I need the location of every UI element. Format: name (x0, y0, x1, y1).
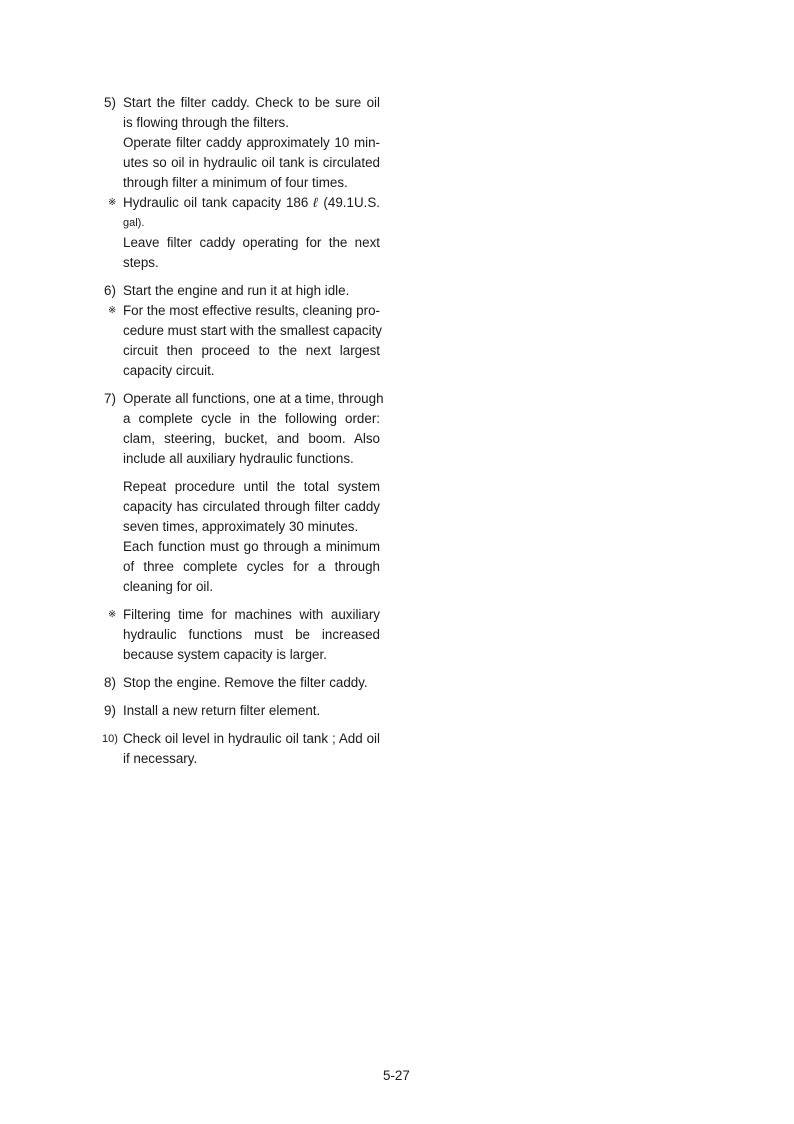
step-line: Stop the engine. Remove the filter caddy. (123, 675, 368, 690)
manual-text-column (102, 93, 384, 769)
liter-unit: ℓ (313, 195, 319, 210)
note-line: cedure must start with the smallest capacity (123, 323, 382, 338)
step-marker: 6) (104, 283, 116, 298)
note-line: Filtering time for machines with auxiliary (123, 607, 380, 622)
step-10 (104, 729, 380, 769)
step-line: utes so oil in hydraulic oil tank is circulated (123, 155, 380, 170)
step-marker: 8) (104, 675, 116, 690)
step-marker: 10) (102, 733, 118, 745)
step-line: through filter a minimum of four times. (123, 175, 348, 190)
paragraph-line: seven times, approximately 30 minutes. (123, 519, 359, 534)
note-line: steps. (123, 255, 159, 270)
step-6 (104, 281, 380, 301)
step-line: Start the filter caddy. Check to be sure oil (123, 95, 380, 110)
step-line: is flowing through the filters. (123, 115, 289, 130)
paragraph-line: cleaning for oil. (123, 579, 214, 594)
page-number: 5-27 (383, 1068, 410, 1083)
note-cleaning-order (104, 301, 380, 381)
paragraph-line: Repeat procedure until the total system (123, 479, 380, 494)
step-line: Start the engine and run it at high idle. (123, 283, 350, 298)
step-7-repeat-paragraph (104, 477, 380, 597)
step-7 (104, 389, 384, 469)
step-line: Operate all functions, one at a time, through (123, 391, 384, 406)
note-tank-capacity (104, 193, 380, 273)
note-marker: ※ (108, 609, 117, 620)
note-line: because system capacity is larger. (123, 647, 327, 662)
paragraph-line: of three complete cycles for a through (123, 559, 380, 574)
step-9 (104, 701, 380, 721)
step-line: Operate filter caddy approximately 10 min- (123, 135, 380, 150)
step-5 (104, 93, 380, 193)
step-8 (104, 673, 380, 693)
note-line (123, 193, 380, 213)
note-line: For the most effective results, cleaning pro- (123, 303, 380, 318)
note-marker: ※ (108, 197, 117, 208)
note-text: Hydraulic oil tank capacity 186 (123, 195, 314, 210)
step-line: Install a new return filter element. (123, 703, 321, 718)
step-line: clam, steering, bucket, and boom. Also (123, 431, 380, 446)
step-line: if necessary. (123, 751, 198, 766)
paragraph-line: capacity has circulated through filter caddy (123, 499, 380, 514)
note-filtering-time (104, 605, 380, 665)
note-line: capacity circuit. (123, 363, 215, 378)
step-line: Check oil level in hydraulic oil tank ; Add oil (123, 731, 380, 746)
step-line: include all auxiliary hydraulic functions. (123, 451, 354, 466)
step-marker: 5) (104, 95, 116, 110)
paragraph-line: Each function must go through a minimum (123, 539, 380, 554)
note-line: Leave filter caddy operating for the next (123, 235, 380, 250)
step-line: a complete cycle in the following order: (123, 411, 380, 426)
step-marker: 7) (104, 391, 116, 406)
note-marker: ※ (108, 305, 117, 316)
note-line: hydraulic functions must be increased (123, 627, 380, 642)
note-line: gal). (123, 217, 145, 229)
note-text: (49.1U.S. (318, 195, 380, 210)
step-marker: 9) (104, 703, 116, 718)
note-line: circuit then proceed to the next largest (123, 343, 380, 358)
